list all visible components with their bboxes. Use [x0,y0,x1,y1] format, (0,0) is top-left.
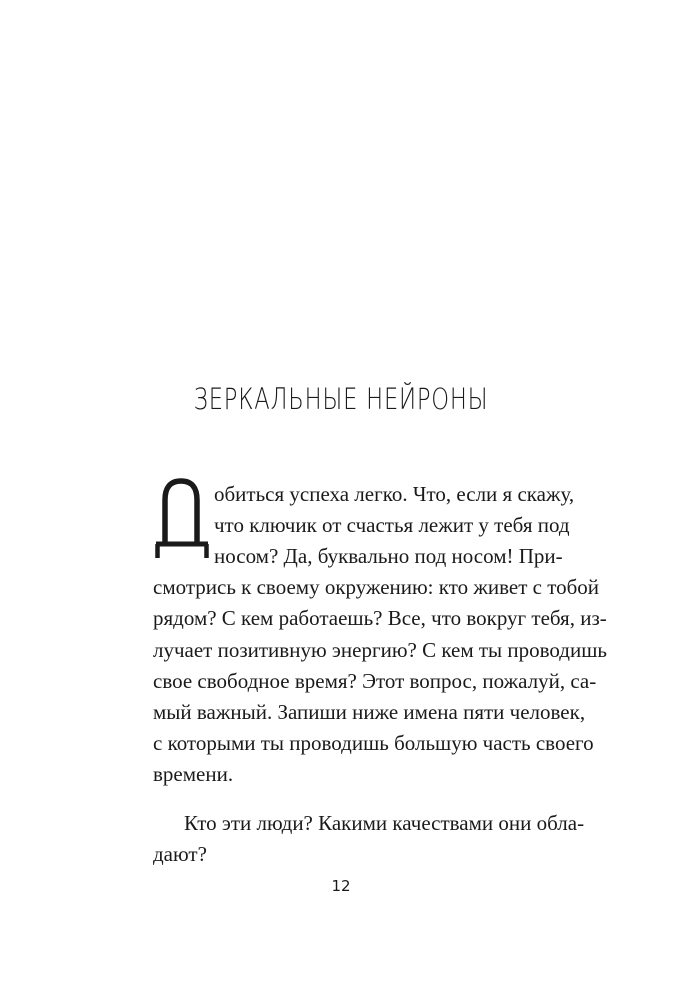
drop-cap-letter-d-glyph [153,478,211,560]
text-line: дают? [153,842,207,866]
chapter-title: ЗЕРКАЛЬНЫЕ НЕЙРОНЫ [193,382,489,416]
page-number: 12 [331,877,351,895]
text-line: Кто эти люди? Какими качествами они обла- [184,811,585,835]
text-line: свое свободное время? Этот вопрос, пожалуй, са- [153,669,597,693]
text-line: обиться успеха легко. Что, если я скажу, [214,482,575,506]
text-line: времени. [153,762,234,786]
text-line: рядом? С кем работаешь? Все, что вокруг тебя, из- [153,606,607,630]
text-line: мый важный. Запиши ниже имена пяти человек, [153,700,586,724]
text-line: смотрись к своему окружению: кто живет с тобой [153,575,600,599]
text-line: носом? Да, буквально под носом! При- [214,544,563,568]
text-line: лучает позитивную энергию? С кем ты проводишь [153,638,607,662]
drop-cap [153,478,211,560]
text-line: что ключик от счастья лежит у тебя под [214,513,570,537]
text-line: с которыми ты проводишь большую часть своего [153,731,594,755]
